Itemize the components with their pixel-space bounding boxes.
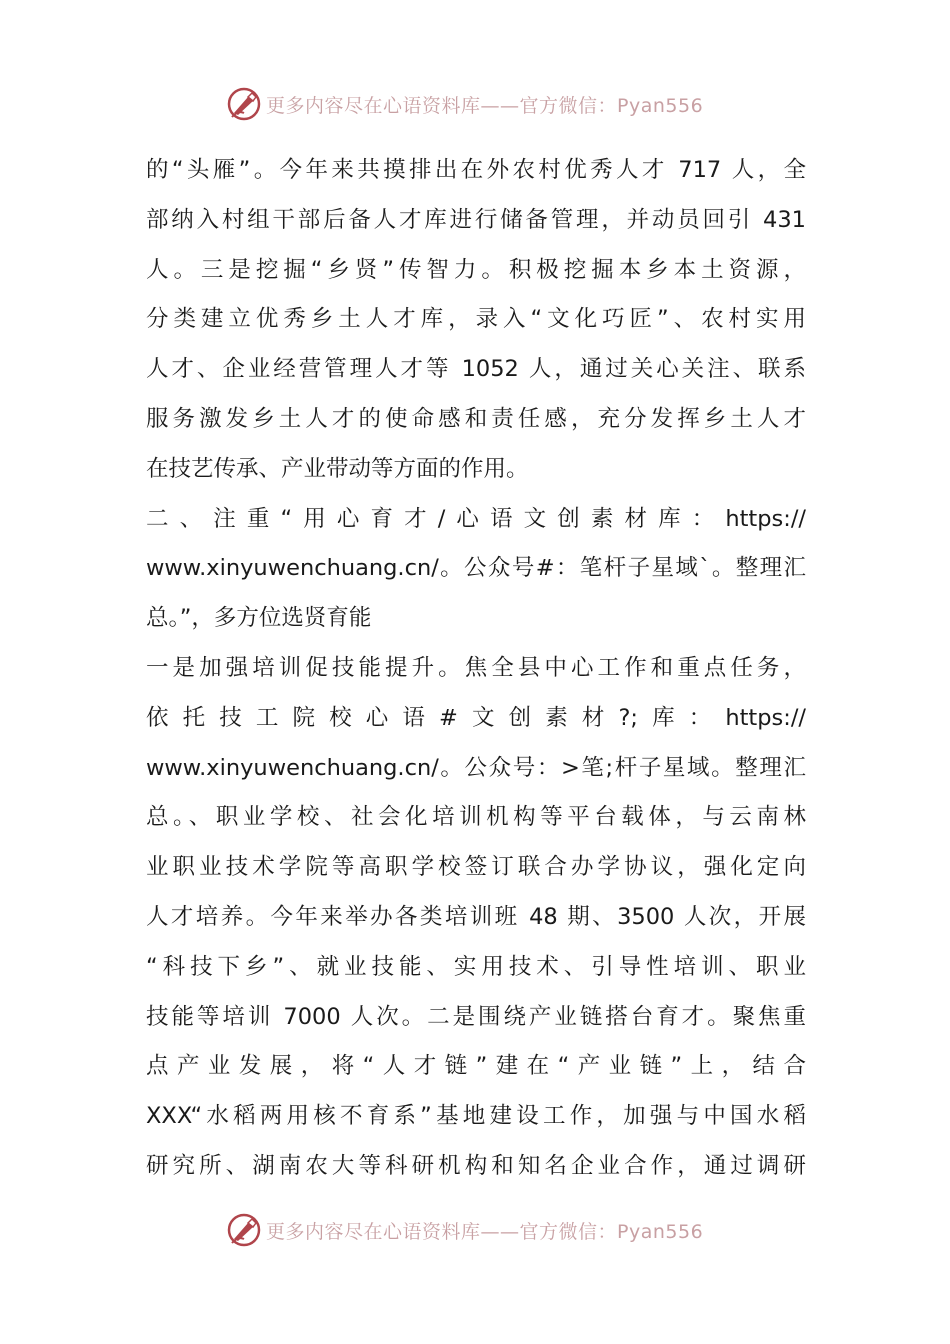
body-line: 总。、职业学校、社会化培训机构等平台载体，与云南林 [146,804,806,831]
body-line: 点产业发展，将“人才链”建在“产业链”上，结合 [146,1053,806,1080]
body-line: 人才培养。今年来举办各类培训班 48 期、3500 人次，开展 [146,903,806,930]
footer-brand-label: 更多内容尽在心语资料库——官方微信： [266,1220,618,1243]
body-line: 服务激发乡土人才的使命感和责任感，充分发挥乡土人才 [146,405,806,432]
pen-nib-circle-icon [226,1212,262,1248]
footer-brand-text [266,1217,703,1244]
header-watermark-banner [226,84,703,124]
header-wechat-id: Pyan556 [617,94,704,117]
body-line: “科技下乡”、就业技能、实用技术、引导性培训、职业 [146,953,806,980]
body-line: 人。三是挖掘“乡贤”传智力。积极挖掘本乡本土资源， [146,256,806,283]
body-line: 业职业技术学院等高职学校签订联合办学协议，强化定向 [146,854,806,881]
body-line: 分类建立优秀乡土人才库，录入“文化巧匠”、农村实用 [146,306,806,333]
section-heading-line: 二、注重“用心育才/心语文创素材库：https:// [146,505,806,532]
body-line: www.xinyuwenchuang.cn/。公众号：>笔;杆子星域。整理汇 [146,754,806,781]
document-body [146,146,806,1192]
body-line: 研究所、湖南农大等科研机构和知名企业合作，通过调研 [146,1152,806,1179]
pen-nib-circle-icon [226,86,262,122]
body-line: 技能等培训 7000 人次。二是围绕产业链搭台育才。聚焦重 [146,1003,806,1030]
body-line: 的“头雁”。今年来共摸排出在外农村优秀人才 717 人，全 [146,157,806,183]
section-heading-line: 总。”，多方位选贤育能 [146,605,372,632]
footer-wechat-id: Pyan556 [617,1220,704,1243]
body-line: www.xinyuwenchuang.cn/。公众号#：笔杆子星域`。整理汇 [146,555,806,582]
header-brand-label: 更多内容尽在心语资料库——官方微信： [266,94,618,117]
header-brand-text [266,91,703,118]
body-line: 在技艺传承、产业带动等方面的作用。 [146,455,529,482]
body-line: 一是加强培训促技能提升。焦全县中心工作和重点任务， [146,654,806,681]
body-line: 部纳入村组干部后备人才库进行储备管理，并动员回引 431 [146,206,806,233]
body-line: 人才、企业经营管理人才等 1052 人，通过关心关注、联系 [146,356,806,383]
body-line: 依托技工院校心语#文创素材?;库：https:// [146,704,806,731]
footer-watermark-banner [226,1210,703,1250]
body-line: XXX“水稻两用核不育系”基地建设工作，加强与中国水稻 [146,1103,806,1130]
